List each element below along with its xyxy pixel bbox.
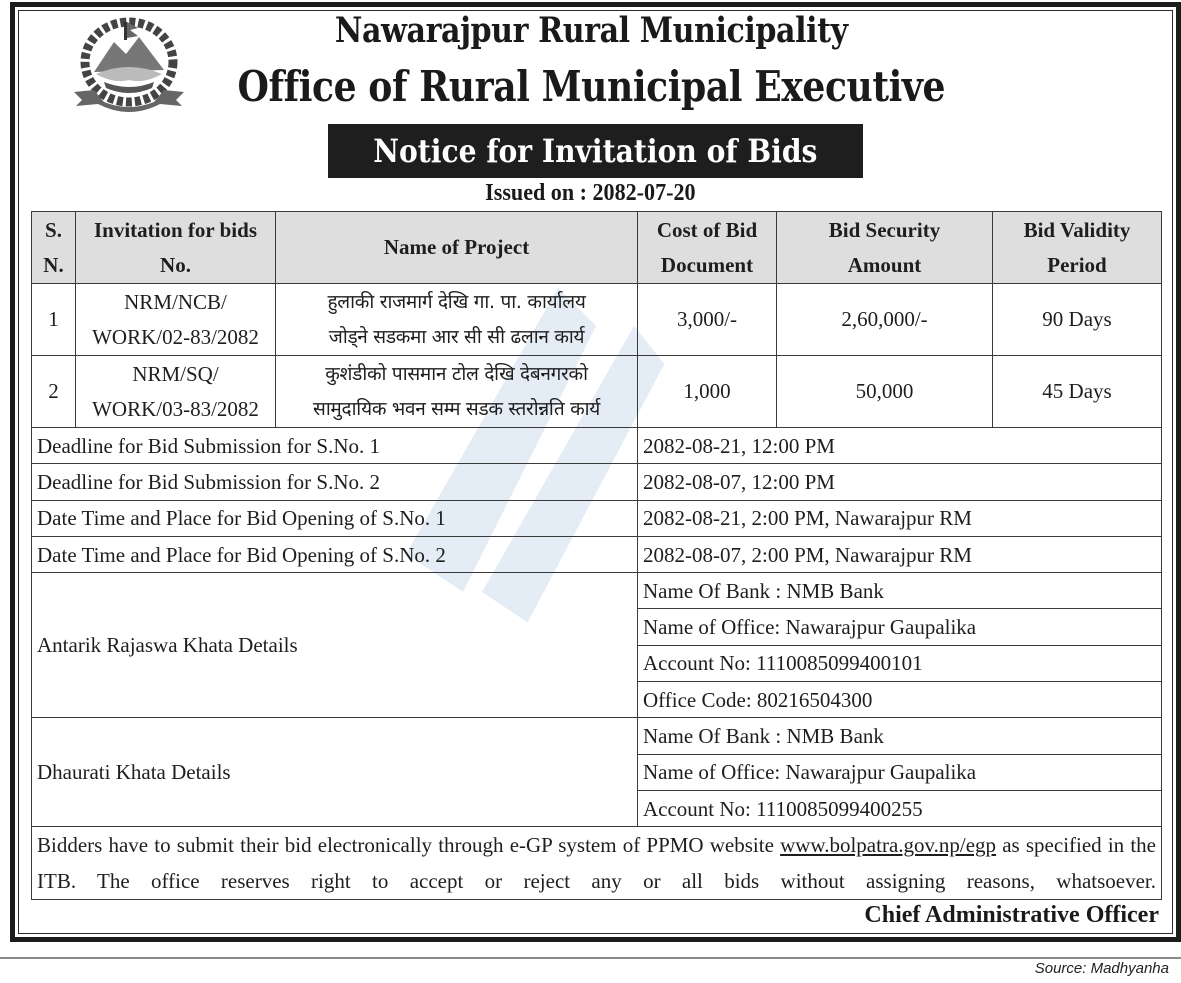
account-detail: Name of Office: Nawarajpur Gaupalika xyxy=(638,609,1162,645)
bids-table xyxy=(31,211,1162,900)
schedule-row xyxy=(32,464,1162,500)
issued-date: Issued on : 2082-07-20 xyxy=(485,180,696,206)
schedule-label: Deadline for Bid Submission for S.No. 1 xyxy=(32,428,638,464)
notice-title: Notice for Invitation of Bids xyxy=(373,132,818,170)
column-header-ifb-no: Invitation for bids No. xyxy=(76,212,276,284)
bid-validity-period: 90 Days xyxy=(993,284,1162,356)
bid-security-amount: 50,000 xyxy=(777,356,993,428)
bid-validity-period: 45 Days xyxy=(993,356,1162,428)
notice-title-banner xyxy=(328,124,863,178)
serial-number: 1 xyxy=(32,284,76,356)
account-row xyxy=(32,718,1162,754)
table-row xyxy=(32,284,1162,356)
office-name: Office of Rural Municipal Executive xyxy=(237,62,946,111)
schedule-value: 2082-08-21, 12:00 PM xyxy=(638,428,1162,464)
column-header-security: Bid Security Amount xyxy=(777,212,993,284)
signatory-title: Chief Administrative Officer xyxy=(864,902,1159,928)
schedule-value: 2082-08-07, 2:00 PM, Nawarajpur RM xyxy=(638,536,1162,572)
ifb-number: NRM/NCB/ WORK/02-83/2082 xyxy=(76,284,276,356)
schedule-label: Date Time and Place for Bid Opening of S.No. 2 xyxy=(32,536,638,572)
account-detail: Name Of Bank : NMB Bank xyxy=(638,573,1162,609)
column-header-sn: S. N. xyxy=(32,212,76,284)
column-header-cost: Cost of Bid Document xyxy=(638,212,777,284)
account-detail: Account No: 1110085099400101 xyxy=(638,645,1162,681)
account-detail: Account No: 1110085099400255 xyxy=(638,790,1162,826)
bid-security-amount: 2,60,000/- xyxy=(777,284,993,356)
table-row xyxy=(32,356,1162,428)
footnote-row xyxy=(32,827,1162,900)
schedule-value: 2082-08-07, 12:00 PM xyxy=(638,464,1162,500)
schedule-value: 2082-08-21, 2:00 PM, Nawarajpur RM xyxy=(638,500,1162,536)
municipality-name: Nawarajpur Rural Municipality xyxy=(334,10,848,51)
column-header-project-name: Name of Project xyxy=(276,212,638,284)
schedule-label: Date Time and Place for Bid Opening of S.No. 1 xyxy=(32,500,638,536)
schedule-row xyxy=(32,500,1162,536)
schedule-row xyxy=(32,536,1162,572)
schedule-label: Deadline for Bid Submission for S.No. 2 xyxy=(32,464,638,500)
bid-document-cost: 1,000 xyxy=(638,356,777,428)
account-detail: Office Code: 80216504300 xyxy=(638,682,1162,718)
schedule-row xyxy=(32,428,1162,464)
table-header-row xyxy=(32,212,1162,284)
project-name: कुशंडीको पासमान टोल देखि देबनगरको सामुदायिक भवन सम्म सडक स्तरोन्नति कार्य xyxy=(276,356,638,428)
account-label-dhaurati: Dhaurati Khata Details xyxy=(32,718,638,827)
account-row xyxy=(32,573,1162,609)
account-detail: Name Of Bank : NMB Bank xyxy=(638,718,1162,754)
source-credit: Source: Madhyanha xyxy=(1034,960,1169,977)
project-name: हुलाकी राजमार्ग देखि गा. पा. कार्यालय जोड्ने सडकमा आर सी सी ढलान कार्य xyxy=(276,284,638,356)
ifb-number: NRM/SQ/ WORK/03-83/2082 xyxy=(76,356,276,428)
divider xyxy=(0,957,1181,959)
serial-number: 2 xyxy=(32,356,76,428)
account-label-antarik: Antarik Rajaswa Khata Details xyxy=(32,573,638,718)
egp-website-link[interactable]: www.bolpatra.gov.np/egp xyxy=(780,833,997,858)
bid-document-cost: 3,000/- xyxy=(638,284,777,356)
submission-instructions: Bidders have to submit their bid electronically through e-GP system of PPMO website www.bolpatra.gov.np/egp as specified in the ITB. The office reserves right to accept or reject any or all bids without assigning reasons, whatsoever. xyxy=(32,827,1162,900)
column-header-validity: Bid Validity Period xyxy=(993,212,1162,284)
account-detail: Name of Office: Nawarajpur Gaupalika xyxy=(638,754,1162,790)
